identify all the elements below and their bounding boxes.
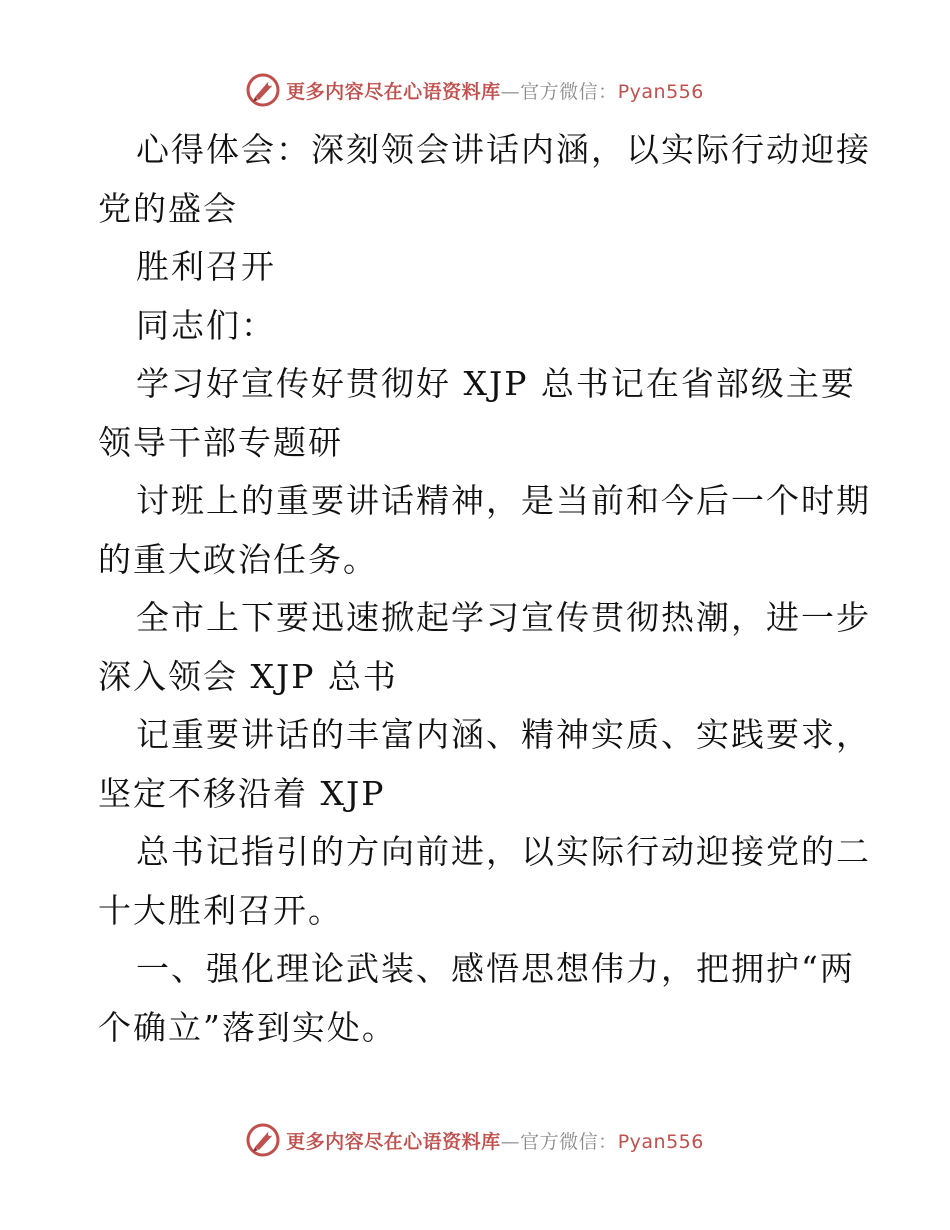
pen-seal-icon <box>246 73 280 107</box>
document-line: 个确立”落到实处。 <box>98 1007 397 1047</box>
document-line: 讨班上的重要讲话精神，是当前和今后一个时期 <box>136 481 871 520</box>
banner-text <box>286 1127 704 1154</box>
document-line: 党的盛会 <box>98 188 238 228</box>
document-line: 心得体会：深刻领会讲话内涵，以实际行动迎接 <box>136 130 871 169</box>
banner-site-text: 更多内容尽在心语资料库 <box>286 80 501 103</box>
document-line: 总书记指引的方向前进，以实际行动迎接党的二 <box>136 832 871 871</box>
document-line: 胜利召开 <box>136 247 276 286</box>
document-line: 的重大政治任务。 <box>98 539 378 579</box>
pen-seal-icon <box>246 1123 280 1157</box>
banner-contact-id: Pyan556 <box>617 1130 704 1153</box>
banner-text <box>286 77 704 104</box>
document-line: 学习好宣传好贯彻好 XJP 总书记在省部级主要 <box>136 364 856 403</box>
banner-separator: — <box>500 80 521 103</box>
document-line: 同志们： <box>136 305 276 345</box>
banner-separator: — <box>500 1130 521 1153</box>
document-line: 深入领会 XJP 总书 <box>98 656 398 696</box>
document-line: 记重要讲话的丰富内涵、精神实质、实践要求， <box>136 715 871 754</box>
footer-banner <box>0 1120 950 1160</box>
banner-contact-label: 官方微信： <box>520 1130 618 1153</box>
banner-site-text: 更多内容尽在心语资料库 <box>286 1130 501 1153</box>
header-banner <box>0 70 950 110</box>
document-line: 领导干部专题研 <box>98 422 343 462</box>
document-line: 坚定不移沿着 XJP <box>98 773 386 813</box>
document-body <box>98 121 871 1057</box>
banner-contact-id: Pyan556 <box>617 80 704 103</box>
document-line: 全市上下要迅速掀起学习宣传贯彻热潮，进一步 <box>136 598 871 637</box>
document-line: 十大胜利召开。 <box>98 890 343 930</box>
banner-contact-label: 官方微信： <box>520 80 618 103</box>
document-line: 一、强化理论武装、感悟思想伟力，把拥护“两 <box>136 949 855 988</box>
